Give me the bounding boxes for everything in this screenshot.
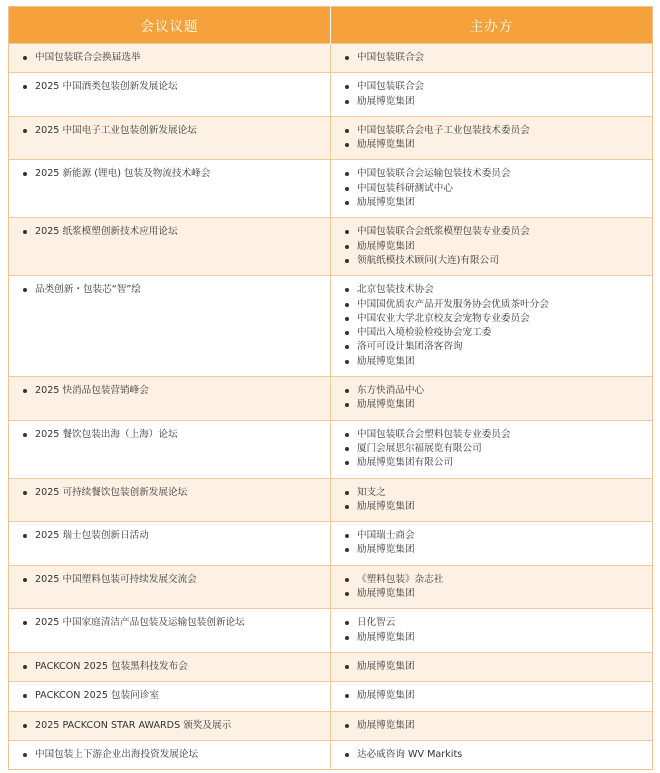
- organizer-item: [343, 326, 646, 340]
- topic-cell: [9, 522, 331, 566]
- bullet-icon: [345, 578, 349, 582]
- bullet-icon: [345, 433, 349, 437]
- topic-item: [21, 384, 324, 398]
- bullet-icon: [23, 129, 27, 133]
- table-row: [9, 478, 653, 522]
- organizer-text: 中国包装联合会纸浆模塑包装专业委员会: [357, 226, 530, 238]
- organizer-item: [343, 51, 646, 65]
- bullet-icon: [23, 172, 27, 176]
- organizer-text: 中国包装联合会电子工业包装技术委员会: [357, 124, 530, 136]
- topic-text: 2025 中国电子工业包装创新发展论坛: [35, 124, 197, 136]
- bullet-icon: [345, 345, 349, 349]
- organizer-text: 励展博览集团: [357, 500, 415, 512]
- topic-cell: [9, 740, 331, 769]
- organizer-text: 励展博览集团: [357, 355, 415, 367]
- topic-item: [21, 51, 324, 65]
- organizer-cell: [331, 565, 653, 609]
- topic-cell: [9, 44, 331, 73]
- topic-item: [21, 486, 324, 500]
- topic-item: [21, 748, 324, 762]
- bullet-icon: [23, 85, 27, 89]
- organizer-cell: [331, 682, 653, 711]
- organizer-cell: [331, 116, 653, 160]
- topic-cell: [9, 682, 331, 711]
- bullet-icon: [345, 288, 349, 292]
- topic-item: [21, 167, 324, 181]
- topic-text: 2025 PACKCON STAR AWARDS 颁奖及展示: [35, 719, 232, 731]
- topic-item: [21, 225, 324, 239]
- table-row: [9, 522, 653, 566]
- organizer-cell: [331, 73, 653, 117]
- bullet-icon: [345, 201, 349, 205]
- bullet-icon: [345, 694, 349, 698]
- bullet-icon: [345, 172, 349, 176]
- topic-item: [21, 573, 324, 587]
- bullet-icon: [23, 491, 27, 495]
- topic-cell: [9, 478, 331, 522]
- bullet-icon: [345, 447, 349, 451]
- bullet-icon: [345, 505, 349, 509]
- organizer-text: 励展博览集团有限公司: [357, 457, 453, 469]
- bullet-icon: [345, 56, 349, 60]
- bullet-icon: [23, 578, 27, 582]
- bullet-icon: [345, 303, 349, 307]
- organizer-item: [343, 355, 646, 369]
- organizer-item: [343, 442, 646, 456]
- bullet-icon: [345, 143, 349, 147]
- organizer-item: [343, 196, 646, 210]
- organizer-text: 中国包装联合会: [357, 52, 425, 63]
- table-row: [9, 44, 653, 73]
- bullet-icon: [345, 85, 349, 89]
- header-organizer: 主办方: [331, 7, 653, 44]
- organizer-item: [343, 529, 646, 543]
- bullet-icon: [23, 56, 27, 60]
- bullet-icon: [345, 491, 349, 495]
- organizer-text: 中国出入境检验检疫协会宠工委: [357, 327, 492, 339]
- bullet-icon: [23, 724, 27, 728]
- topic-cell: [9, 218, 331, 276]
- header-row: [9, 7, 653, 44]
- topic-item: [21, 660, 324, 674]
- organizer-text: 励展博览集团: [357, 240, 415, 252]
- bullet-icon: [345, 534, 349, 538]
- organizer-item: [343, 719, 646, 733]
- organizer-item: [343, 500, 646, 514]
- organizer-item: [343, 398, 646, 412]
- organizer-cell: [331, 711, 653, 740]
- organizer-text: 励展博览集团: [357, 690, 415, 702]
- topic-cell: [9, 73, 331, 117]
- organizer-text: 励展博览集团: [357, 95, 415, 107]
- organizer-item: [343, 138, 646, 152]
- table-row: [9, 377, 653, 421]
- bullet-icon: [345, 403, 349, 407]
- organizer-text: 中国包装科研测试中心: [357, 182, 453, 194]
- topic-text: 2025 中国家庭清洁产品包装及运输包装创新论坛: [35, 617, 245, 629]
- organizer-text: 中国包装联合会: [357, 81, 425, 93]
- organizer-cell: [331, 652, 653, 681]
- organizer-cell: [331, 218, 653, 276]
- organizer-text: 励展博览集团: [357, 139, 415, 151]
- bullet-icon: [345, 461, 349, 465]
- organizer-cell: [331, 609, 653, 653]
- topic-item: [21, 529, 324, 543]
- organizer-text: 励展博览集团: [357, 631, 415, 643]
- bullet-icon: [23, 534, 27, 538]
- organizer-item: [343, 167, 646, 181]
- topic-cell: [9, 377, 331, 421]
- organizer-text: 中国国优质农产品开发服务协会优质茶叶分会: [357, 298, 549, 310]
- organizer-cell: [331, 522, 653, 566]
- organizer-item: [343, 80, 646, 94]
- organizer-text: 励展博览集团: [357, 588, 415, 600]
- organizer-item: [343, 124, 646, 138]
- topic-text: 2025 中国塑料包装可持续发展交流会: [35, 573, 197, 585]
- topic-cell: [9, 116, 331, 160]
- topic-text: 2025 纸浆模塑创新技术应用论坛: [35, 226, 178, 238]
- bullet-icon: [345, 592, 349, 596]
- organizer-item: [343, 254, 646, 268]
- topic-item: [21, 719, 324, 733]
- topic-item: [21, 80, 324, 94]
- organizer-text: 中国瑞士商会: [357, 530, 415, 542]
- organizer-text: 励展博览集团: [357, 197, 415, 209]
- table-row: [9, 420, 653, 478]
- bullet-icon: [23, 665, 27, 669]
- topic-text: PACKCON 2025 包装问诊室: [35, 690, 159, 702]
- bullet-icon: [345, 665, 349, 669]
- topic-cell: [9, 565, 331, 609]
- organizer-item: [343, 748, 646, 762]
- organizer-item: [343, 384, 646, 398]
- organizer-item: [343, 689, 646, 703]
- organizer-cell: [331, 377, 653, 421]
- topic-text: 中国包装上下游企业出海投资发展论坛: [35, 748, 199, 760]
- organizer-text: 励展博览集团: [357, 544, 415, 556]
- agenda-table: [8, 6, 653, 770]
- organizer-item: [343, 573, 646, 587]
- topic-cell: [9, 160, 331, 218]
- topic-item: [21, 689, 324, 703]
- table-row: [9, 218, 653, 276]
- bullet-icon: [345, 331, 349, 335]
- bullet-icon: [345, 317, 349, 321]
- organizer-item: [343, 240, 646, 254]
- table-header: [9, 7, 653, 44]
- organizer-text: 中国农业大学北京校友会宠物专业委员会: [357, 312, 530, 324]
- organizer-text: 中国包装联合会运输包装技术委员会: [357, 168, 511, 180]
- organizer-item: [343, 182, 646, 196]
- organizer-item: [343, 95, 646, 109]
- bullet-icon: [23, 694, 27, 698]
- organizer-item: [343, 616, 646, 630]
- bullet-icon: [345, 389, 349, 393]
- table-row: [9, 565, 653, 609]
- organizer-text: 厦门会展思尔福展览有限公司: [357, 442, 482, 454]
- organizer-text: 知支之: [357, 486, 386, 498]
- organizer-item: [343, 225, 646, 239]
- topic-text: 2025 新能源 (锂电) 包装及物流技术峰会: [35, 168, 211, 180]
- table-row: [9, 73, 653, 117]
- bullet-icon: [345, 724, 349, 728]
- organizer-cell: [331, 44, 653, 73]
- table-row: [9, 116, 653, 160]
- organizer-item: [343, 340, 646, 354]
- organizer-item: [343, 312, 646, 326]
- bullet-icon: [23, 753, 27, 757]
- table-row: [9, 276, 653, 377]
- organizer-text: 洛可可设计集团洛客咨询: [357, 341, 463, 353]
- organizer-cell: [331, 478, 653, 522]
- topic-cell: [9, 420, 331, 478]
- organizer-item: [343, 660, 646, 674]
- organizer-cell: [331, 276, 653, 377]
- bullet-icon: [345, 360, 349, 364]
- topic-text: 2025 瑞士包装创新日活动: [35, 530, 149, 542]
- organizer-text: 中国包装联合会塑料包装专业委员会: [357, 428, 511, 440]
- bullet-icon: [345, 129, 349, 133]
- organizer-text: 领航纸模技术顾问(大连)有限公司: [357, 254, 499, 266]
- topic-cell: [9, 652, 331, 681]
- organizer-item: [343, 587, 646, 601]
- topic-text: PACKCON 2025 包装黑科技发布会: [35, 660, 188, 672]
- bullet-icon: [345, 245, 349, 249]
- table-row: [9, 740, 653, 769]
- table-body: [9, 44, 653, 770]
- organizer-text: 达必威咨询 WV Markits: [357, 748, 463, 760]
- organizer-text: 东方快消品中心: [357, 385, 425, 397]
- topic-cell: [9, 609, 331, 653]
- bullet-icon: [23, 621, 27, 625]
- organizer-item: [343, 428, 646, 442]
- topic-text: 中国包装联合会换届选举: [35, 52, 141, 63]
- topic-text: 2025 可持续餐饮包装创新发展论坛: [35, 486, 188, 498]
- organizer-item: [343, 298, 646, 312]
- bullet-icon: [345, 259, 349, 263]
- organizer-item: [343, 631, 646, 645]
- topic-cell: [9, 711, 331, 740]
- bullet-icon: [345, 187, 349, 191]
- bullet-icon: [23, 433, 27, 437]
- bullet-icon: [345, 230, 349, 234]
- bullet-icon: [345, 100, 349, 104]
- organizer-text: 北京包装技术协会: [357, 284, 434, 296]
- table-row: [9, 160, 653, 218]
- organizer-item: [343, 486, 646, 500]
- bullet-icon: [23, 389, 27, 393]
- organizer-text: 励展博览集团: [357, 719, 415, 731]
- organizer-text: 励展博览集团: [357, 399, 415, 411]
- topic-text: 品类创新・包装芯“智”绘: [35, 284, 141, 296]
- bullet-icon: [345, 636, 349, 640]
- topic-text: 2025 餐饮包装出海（上海）论坛: [35, 428, 178, 440]
- topic-text: 2025 中国酒类包装创新发展论坛: [35, 81, 178, 93]
- table-row: [9, 652, 653, 681]
- organizer-text: 日化智云: [357, 617, 396, 629]
- bullet-icon: [23, 288, 27, 292]
- bullet-icon: [345, 621, 349, 625]
- topic-item: [21, 616, 324, 630]
- bullet-icon: [23, 230, 27, 234]
- organizer-item: [343, 456, 646, 470]
- topic-item: [21, 124, 324, 138]
- table-row: [9, 682, 653, 711]
- header-topic: 会议议题: [9, 7, 331, 44]
- table-row: [9, 711, 653, 740]
- organizer-item: [343, 283, 646, 297]
- organizer-text: 《塑料包装》杂志社: [357, 573, 444, 585]
- organizer-item: [343, 543, 646, 557]
- table-row: [9, 609, 653, 653]
- topic-text: 2025 快消品包装营销峰会: [35, 385, 149, 397]
- organizer-cell: [331, 420, 653, 478]
- organizer-cell: [331, 740, 653, 769]
- bullet-icon: [345, 753, 349, 757]
- organizer-text: 励展博览集团: [357, 660, 415, 672]
- organizer-cell: [331, 160, 653, 218]
- topic-item: [21, 428, 324, 442]
- bullet-icon: [345, 548, 349, 552]
- topic-item: [21, 283, 324, 297]
- topic-cell: [9, 276, 331, 377]
